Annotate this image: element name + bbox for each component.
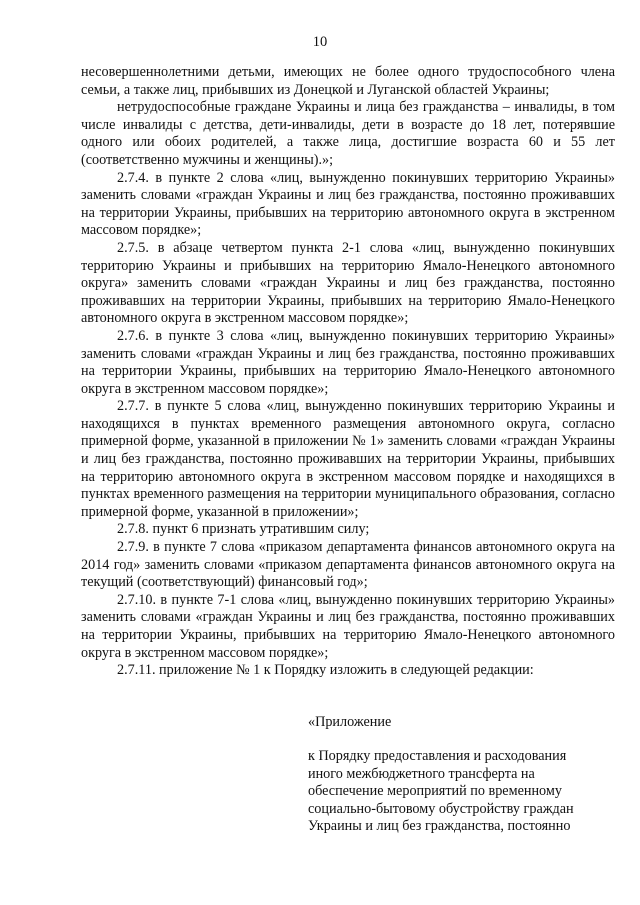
appendix-caption-line: к Порядку предоставления и расходования xyxy=(308,748,567,764)
paragraph-2-7-4: 2.7.4. в пункте 2 слова «лиц, вынужденно покинувших территорию Украины» заменить словами «граждан Украины и лиц без гражданства, постоянно проживавших на территории Украины, прибывших на территорию автономного округа в экстренном массовом порядке»; xyxy=(81,169,615,239)
paragraph-disabled-citizens: нетрудоспособные граждане Украины и лица без гражданства – инвалиды, в том числе инвалиды с детства, дети-инвалиды, дети в возрасте до 18 лет, потерявшие одного или обоих родителей, а также лица, достигшие возраста 60 и 55 лет (соответственно мужчины и женщины).»; xyxy=(81,99,615,168)
paragraph-2-7-9: 2.7.9. в пункте 7 слова «приказом департамента финансов автономного округа на 2014 год» заменить словами «приказом департамента финансов автономного округа на текущий (соответствующий) финансовый год»; xyxy=(81,539,615,591)
appendix-heading: «Приложение xyxy=(308,714,392,730)
paragraph-2-7-11: 2.7.11. приложение № 1 к Порядку изложить в следующей редакции: xyxy=(117,662,534,679)
page-number: 10 xyxy=(312,34,328,50)
appendix-caption-line: Украины и лиц без гражданства, постоянно xyxy=(308,818,571,835)
appendix-caption-line: иного межбюджетного трансферта на xyxy=(308,765,535,782)
paragraph-2-7-5: 2.7.5. в абзаце четвертом пункта 2-1 слова «лиц, вынужденно покинувших территорию Украины и прибывших на территорию Ямало-Ненецкого автономного округа» заменить словами «граждан Украины и лиц без гражданства, постоянно проживавших на территории Украины, прибывших на территорию Ямало-Ненецкого автономного округа в экстренном массовом порядке»; xyxy=(81,239,615,327)
paragraph-2-7-7: 2.7.7. в пункте 5 слова «лиц, вынужденно покинувших территорию Украины и находящихся в пунктах временного размещения автономного округа, согласно примерной форме, указанной в приложении № 1» заменить словами «граждан Украины и лиц без гражданства, постоянно проживавших на территории Украины, прибывших на территорию автономного округа в экстренном массовом порядке и находящихся в пунктах временного размещения на территории муниципального образования, согласно примерной форме, указанной в приложении»; xyxy=(81,398,615,520)
body-text xyxy=(81,64,615,680)
appendix-caption xyxy=(308,748,608,836)
paragraph-2-7-10: 2.7.10. в пункте 7-1 слова «лиц, вынужденно покинувших территорию Украины» заменить словами «граждан Украины и лиц без гражданства, постоянно проживавших на территории Украины, прибывших на территорию Ямало-Ненецкого автономного округа в экстренном массовом порядке»; xyxy=(81,591,615,661)
appendix-caption-line: обеспечение мероприятий по временному xyxy=(308,783,562,800)
paragraph-2-7-6: 2.7.6. в пункте 3 слова «лиц, вынужденно покинувших территорию Украины» заменить словами «граждан Украины и лиц без гражданства, постоянно проживавших на территории Украины, прибывших на территорию Ямало-Ненецкого автономного округа в экстренном массовом порядке»; xyxy=(81,327,615,397)
paragraph-continuation: несовершеннолетними детьми, имеющих не более одного трудоспособного члена семьи, а также лиц, прибывших из Донецкой и Луганской областей Украины; xyxy=(81,64,615,98)
appendix-caption-line: социально-бытовому обустройству граждан xyxy=(308,800,574,817)
paragraph-2-7-8: 2.7.8. пункт 6 признать утратившим силу; xyxy=(117,521,370,538)
